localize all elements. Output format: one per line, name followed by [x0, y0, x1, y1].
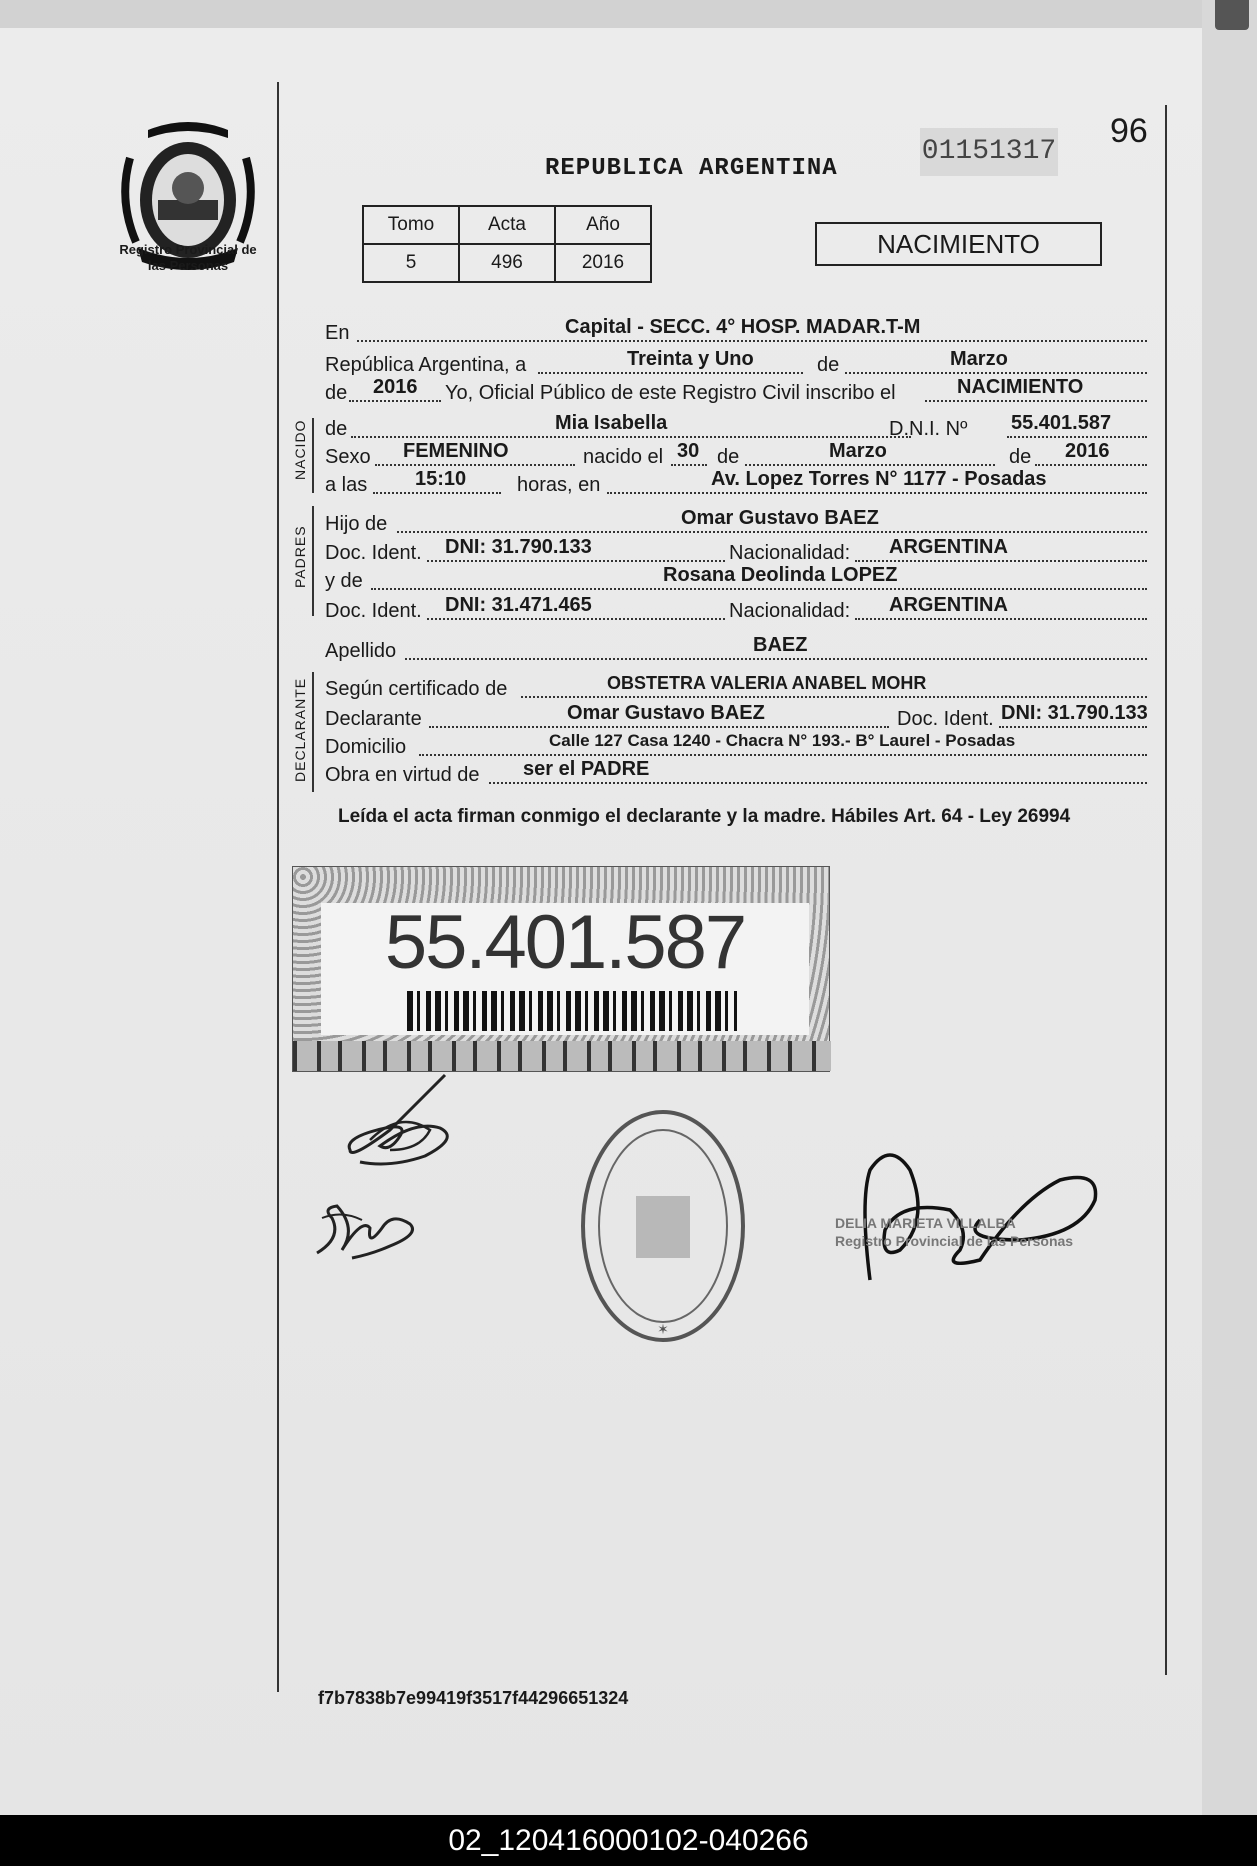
value-domicilio: Calle 127 Casa 1240 - Chacra N° 193.- B° Laurel - Posadas: [549, 731, 1016, 750]
document-title: REPUBLICA ARGENTINA: [545, 155, 838, 182]
value-dni: 55.401.587: [1011, 412, 1112, 434]
value-madre-nacionalidad: ARGENTINA: [889, 594, 1008, 616]
label-doc-ident: Doc. Ident.: [325, 600, 422, 622]
value-hora: 15:10: [415, 468, 467, 490]
svg-text:✶: ✶: [657, 1321, 669, 1337]
section-label-declarante: DECLARANTE: [292, 677, 308, 782]
value-inscribo: NACIMIENTO: [957, 376, 1084, 398]
value-mes-nacimiento: Marzo: [829, 440, 887, 462]
value-padre-nacionalidad: ARGENTINA: [889, 536, 1008, 558]
logo-caption: Registro Provincial de las Personas: [119, 242, 257, 273]
value-madre: Rosana Deolinda LOPEZ: [663, 564, 898, 586]
value-lugar-inscripcion: Capital - SECC. 4° HOSP. MADAR.T-M: [565, 316, 921, 338]
value-anio-nacimiento: 2016: [1065, 440, 1110, 462]
label-nacionalidad: Nacionalidad:: [729, 542, 851, 564]
value-lugar-nacimiento: Av. Lopez Torres N° 1177 - Posadas: [711, 468, 1047, 490]
value-padre-doc: DNI: 31.790.133: [445, 536, 592, 558]
label-republica: República Argentina, a: [325, 354, 527, 376]
value-sexo: FEMENINO: [403, 440, 509, 462]
label-y-de: y de: [325, 570, 363, 592]
scan-right-edge: [1202, 0, 1257, 1815]
label-obra: Obra en virtud de: [325, 764, 480, 786]
label-domicilio: Domicilio: [325, 736, 407, 758]
barcode-icon: [407, 991, 737, 1031]
form-row-hora: [325, 470, 1147, 500]
form-row-domicilio: [325, 732, 1147, 762]
value-obra: ser el PADRE: [523, 758, 650, 780]
value-anio: 2016: [373, 376, 418, 398]
page-number: 96: [1110, 112, 1148, 150]
section-label-nacido: NACIDO: [292, 419, 308, 480]
table-header: Tomo: [363, 206, 459, 244]
official-name-stamp: [835, 1214, 1073, 1250]
mother-signature: [312, 1198, 424, 1268]
label-nacionalidad: Nacionalidad:: [729, 600, 851, 622]
value-certificado: OBSTETRA VALERIA ANABEL MOHR: [607, 673, 927, 693]
value-declarante-doc: DNI: 31.790.133: [1001, 702, 1148, 724]
value-nombre: Mia Isabella: [555, 412, 668, 434]
registry-table: [362, 205, 652, 283]
label-apellido: Apellido: [325, 640, 397, 662]
label-de: de: [325, 418, 348, 440]
label-de: de: [325, 382, 348, 404]
value-dia-nacimiento: 30: [677, 440, 700, 462]
label-hijo-de: Hijo de: [325, 513, 388, 535]
table-cell: 2016: [555, 244, 651, 282]
label-de: de: [717, 446, 740, 468]
barcode-number: 55.401.587: [384, 900, 746, 985]
scan-top-edge: [0, 0, 1257, 28]
official-name: DELIA MARIETA VILLALBA: [835, 1215, 1016, 1231]
file-id-footer: 02_120416000102-040266: [0, 1815, 1257, 1866]
table-cell: 496: [459, 244, 555, 282]
label-oficial: Yo, Oficial Público de este Registro Civil inscribo el: [445, 382, 896, 404]
right-margin-line: [1165, 105, 1167, 1675]
form-row-madre-doc: [325, 596, 1147, 626]
value-mes: Marzo: [950, 348, 1008, 370]
dni-barcode-sticker: [292, 866, 830, 1072]
official-office: Registro Provincial de las Personas: [835, 1233, 1074, 1249]
label-de: de: [1009, 446, 1032, 468]
label-en: En: [325, 322, 350, 344]
table-cell: 5: [363, 244, 459, 282]
label-declarante: Declarante: [325, 708, 422, 730]
closing-statement: Leída el acta firman conmigo el declarante y la madre. Hábiles Art. 64 - Ley 26994: [338, 806, 1071, 827]
form-row-apellido: [325, 636, 1147, 666]
label-dni: D.N.I. Nº: [889, 418, 968, 440]
section-label-padres: PADRES: [292, 525, 308, 588]
form-row-oficial: [325, 378, 1147, 408]
value-declarante: Omar Gustavo BAEZ: [567, 702, 765, 724]
label-nacido-el: nacido el: [583, 446, 664, 468]
value-dia: Treinta y Uno: [627, 348, 754, 370]
declarant-signature: [330, 1070, 480, 1180]
form-row-obra: [325, 760, 1147, 790]
value-apellido: BAEZ: [753, 634, 808, 656]
serial-number-label: 01151317: [920, 128, 1058, 176]
table-header: Acta: [459, 206, 555, 244]
left-margin-line: [277, 82, 279, 1692]
document-hash: f7b7838b7e99419f3517f44296651324: [318, 1688, 629, 1708]
value-madre-doc: DNI: 31.471.465: [445, 594, 592, 616]
value-padre: Omar Gustavo BAEZ: [681, 507, 879, 529]
label-sexo: Sexo: [325, 446, 371, 468]
label-horas-en: horas, en: [517, 474, 601, 496]
binder-clip: [1215, 0, 1249, 30]
label-de: de: [817, 354, 840, 376]
label-certificado: Según certificado de: [325, 678, 508, 700]
table-header: Año: [555, 206, 651, 244]
label-doc-ident: Doc. Ident.: [897, 708, 994, 730]
official-seal-stamp: [578, 1106, 748, 1346]
label-a-las: a las: [325, 474, 368, 496]
record-type-box: NACIMIENTO: [815, 222, 1102, 266]
label-doc-ident: Doc. Ident.: [325, 542, 422, 564]
